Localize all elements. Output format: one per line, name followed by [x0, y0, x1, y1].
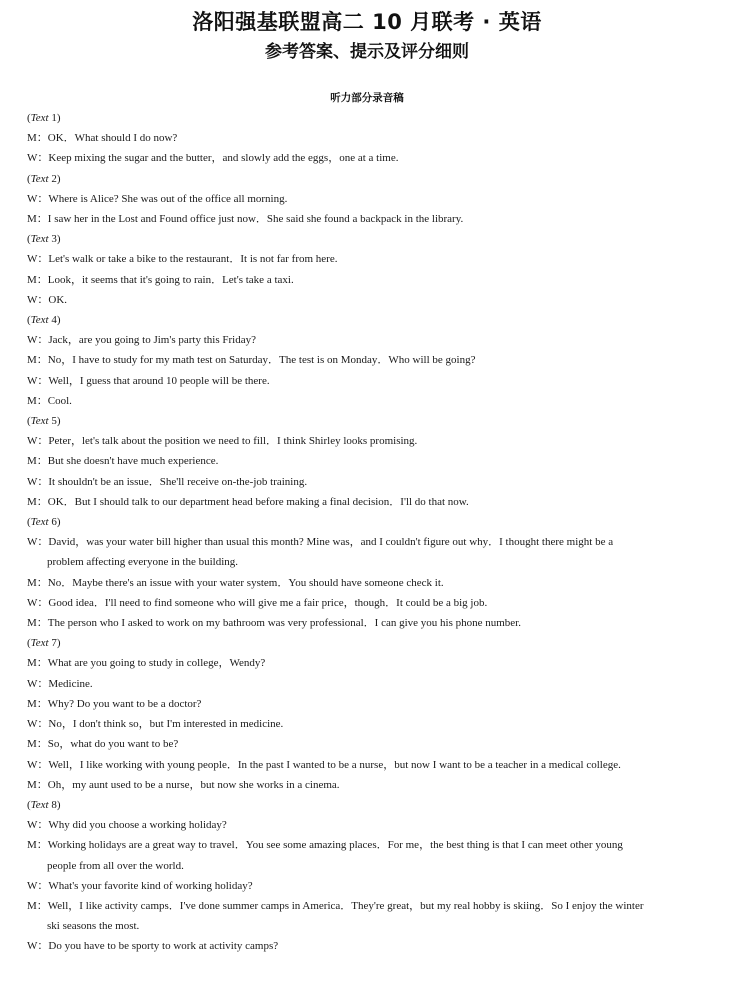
label-number: 6) — [48, 516, 61, 529]
dialogue-line: W：Well，I guess that around 10 people will be there. — [27, 374, 270, 387]
dialogue-line: W：It shouldn't be an issue．She'll receive on-the-job training. — [27, 475, 308, 488]
dialogue-line: W：Medicine. — [27, 677, 93, 690]
label-name: Text — [30, 415, 49, 428]
label-name: Text — [30, 112, 49, 124]
dialogue-line: W：What's your favorite kind of working holiday? — [27, 879, 253, 892]
label-open-paren: ( — [27, 415, 31, 428]
label-number: 5) — [48, 415, 61, 428]
label-name: Text — [30, 233, 49, 246]
text-section-label — [27, 795, 712, 815]
text-section-label — [27, 512, 712, 532]
label-number: 7) — [48, 637, 61, 650]
dialogue-line: W：Do you have to be sporty to work at activity camps? — [27, 940, 279, 953]
dialogue-line: M：What are you going to study in college，Wendy? — [27, 657, 266, 670]
dialogue-line: W：Well，I like working with young people．In the past I wanted to be a nurse，but now I want to be a teacher in a medical college. — [27, 758, 621, 771]
dialogue-line: W：Why did you choose a working holiday? — [27, 819, 227, 832]
label-name: Text — [30, 172, 49, 185]
dialogue-line-continuation: people from all over the world. — [47, 859, 184, 872]
label-name: Text — [30, 314, 49, 327]
label-open-paren: ( — [27, 516, 31, 529]
dialogue-line: W：Let's walk or take a bike to the restaurant．It is not far from here. — [27, 253, 338, 266]
text-section-label — [27, 229, 712, 249]
label-number: 3) — [48, 233, 61, 246]
dialogue-line: M：No，I have to study for my math test on Saturday．The test is on Monday．Who will be going? — [27, 354, 476, 367]
dialogue-line: M：Well，I like activity camps．I've done summer camps in America．They're great，but my real hobby is skiing．So I enjoy the winter — [27, 899, 644, 912]
text-section-label — [27, 108, 712, 128]
label-open-paren: ( — [27, 314, 31, 327]
label-name: Text — [30, 798, 49, 811]
label-number: 1) — [48, 112, 61, 124]
section-heading: 听力部分录音稿 — [330, 92, 404, 104]
dialogue-line: W：Peter，let's talk about the position we need to fill．I think Shirley looks promising. — [27, 435, 418, 448]
dialogue-line: W：Where is Alice? She was out of the office all morning. — [27, 192, 288, 205]
text-section-label — [27, 411, 712, 431]
label-name: Text — [30, 637, 49, 650]
dialogue-line: W：No，I don't think so，but I'm interested in medicine. — [27, 718, 284, 731]
text-section-label — [27, 169, 712, 189]
transcript-body — [27, 108, 712, 957]
label-number: 4) — [48, 314, 61, 327]
dialogue-line: W：OK. — [27, 293, 68, 306]
dialogue-line: M：I saw her in the Lost and Found office just now．She said she found a backpack in the library. — [27, 213, 464, 226]
dialogue-line: M：OK．But I should talk to our department head before making a final decision．I'll do that now. — [27, 495, 469, 508]
dialogue-line-continuation: ski seasons the most. — [47, 920, 140, 933]
dialogue-line: M：Why? Do you want to be a doctor? — [27, 697, 202, 710]
text-section-label — [27, 633, 712, 653]
dialogue-line: M：Look，it seems that it's going to rain．Let's take a taxi. — [27, 273, 294, 286]
label-name: Text — [30, 516, 49, 529]
label-open-paren: ( — [27, 172, 31, 185]
label-number: 2) — [48, 172, 61, 185]
dialogue-line: M：But she doesn't have much experience. — [27, 455, 219, 468]
dialogue-line: M：So，what do you want to be? — [27, 738, 179, 751]
document-title: 洛阳强基联盟高二 10 月联考 · 英语 — [192, 10, 542, 34]
text-section-label — [27, 310, 712, 330]
document-subtitle: 参考答案、提示及评分细则 — [265, 42, 469, 62]
dialogue-line: M：OK．What should I do now? — [27, 132, 178, 145]
dialogue-line: M：The person who I asked to work on my bathroom was very professional．I can give you his phone number. — [27, 617, 521, 630]
label-open-paren: ( — [27, 798, 31, 811]
dialogue-line: M：Oh，my aunt used to be a nurse，but now she works in a cinema. — [27, 778, 340, 791]
label-open-paren: ( — [27, 637, 31, 650]
dialogue-line: W：Jack，are you going to Jim's party this Friday? — [27, 334, 256, 347]
dialogue-line: M：Cool. — [27, 394, 72, 407]
dialogue-line: W：David，was your water bill higher than usual this month? Mine was，and I couldn't figure out why．I thought there might be a — [27, 536, 614, 549]
dialogue-line: M：No．Maybe there's an issue with your water system．You should have someone check it. — [27, 576, 444, 589]
label-open-paren: ( — [27, 112, 31, 124]
dialogue-line: M：Working holidays are a great way to travel．You see some amazing places．For me，the best thing is that I can meet other young — [27, 839, 623, 852]
dialogue-line: W：Keep mixing the sugar and the butter，and slowly add the eggs，one at a time. — [27, 152, 399, 165]
label-open-paren: ( — [27, 233, 31, 246]
dialogue-line: W：Good idea．I'll need to find someone who will give me a fair price，though．It could be a big job. — [27, 596, 488, 609]
label-number: 8) — [48, 798, 61, 811]
dialogue-line-continuation: problem affecting everyone in the building. — [47, 556, 239, 569]
